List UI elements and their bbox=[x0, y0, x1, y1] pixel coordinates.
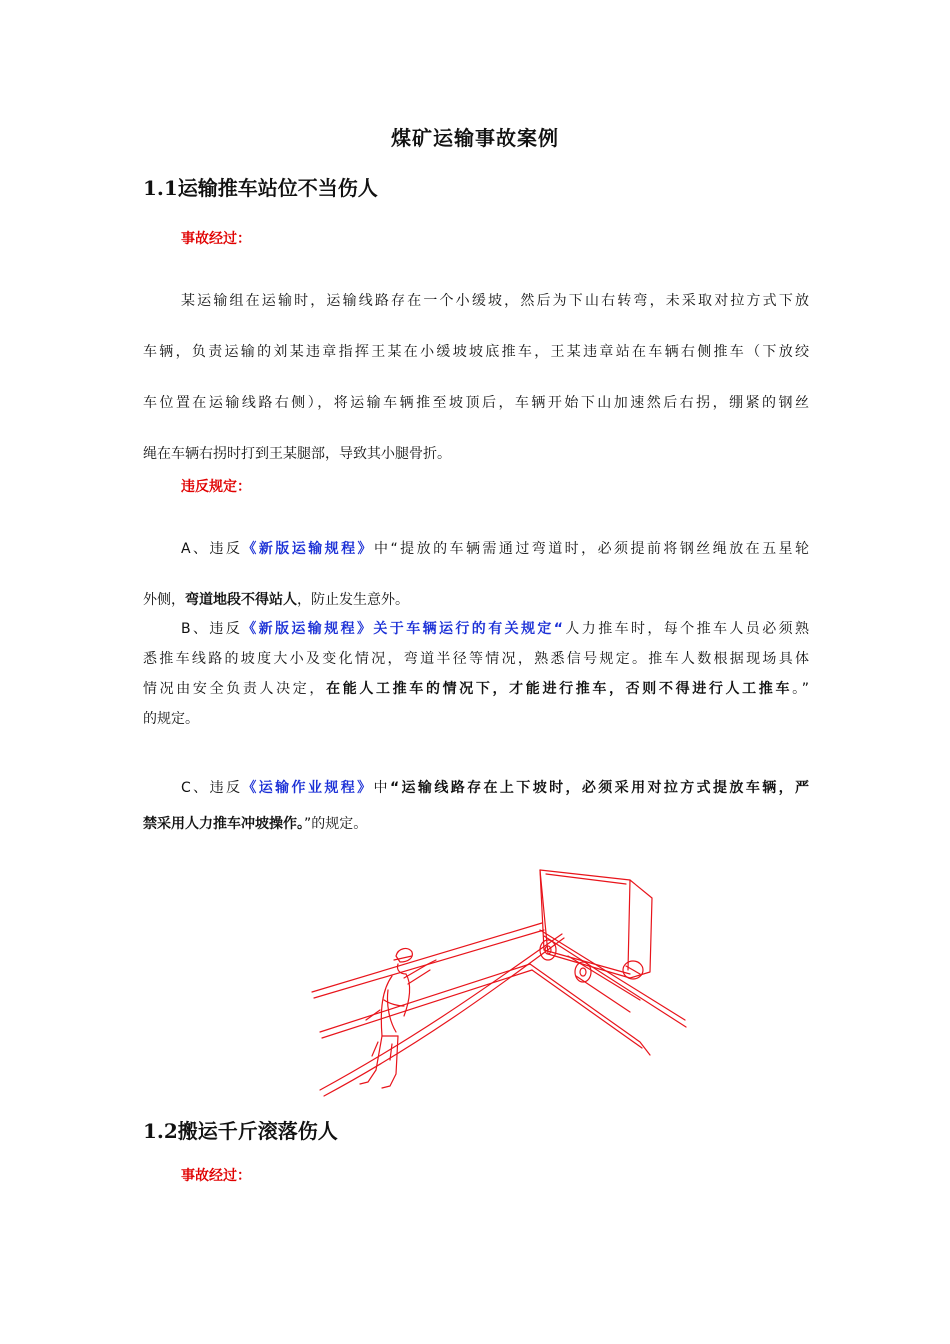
paragraph-line: 绳在车辆右拐时打到王某腿部，导致其小腿骨折。 bbox=[143, 446, 451, 462]
section-number: 1.1 bbox=[143, 176, 178, 200]
clause-text: 情况由安全负责人决定， bbox=[143, 681, 327, 697]
clause-prefix: A、违反 bbox=[181, 541, 243, 557]
regulation-reference: 《新版运输规程》关于车辆运行的有关规定“ bbox=[242, 621, 563, 637]
clause-prefix: B、违反 bbox=[181, 621, 243, 637]
paragraph-line bbox=[143, 614, 809, 644]
paragraph-line: 车位置在运输线路右侧），将运输车辆推至坡顶后，车辆开始下山加速然后右拐，绷紧的钢丝 bbox=[143, 395, 809, 411]
emphasis-text: 弯道地段不得站人 bbox=[185, 592, 297, 608]
clause-text: ，防止发生意外。 bbox=[297, 592, 409, 608]
emphasis-text: 在能人工推车的情况下，才能进行推车，否则不得进行人工推车 bbox=[326, 681, 793, 697]
clause-text: ”的规定。 bbox=[304, 816, 368, 832]
section-number: 1.2 bbox=[143, 1119, 178, 1143]
mine-cart-pushing-icon bbox=[300, 860, 700, 1118]
paragraph-line: 某运输组在运输时，运输线路存在一个小缓坡，然后为下山右转弯，未采取对拉方式下放 bbox=[181, 293, 809, 309]
clause-text: 。” bbox=[792, 681, 809, 697]
mine-cart-illustration bbox=[300, 860, 700, 1118]
paragraph-line bbox=[143, 524, 809, 575]
clause-prefix: C、违反 bbox=[181, 780, 243, 796]
document-title: 煤矿运输事故案例 bbox=[391, 126, 559, 150]
paragraph-line bbox=[143, 806, 809, 842]
violation-label: 违反规定： bbox=[181, 479, 251, 495]
accident-paragraph bbox=[143, 276, 809, 480]
emphasis-text: “运输线路存在上下坡时，必须采用对拉方式提放车辆，严 bbox=[389, 780, 810, 796]
paragraph-line bbox=[143, 770, 809, 806]
accident-label-2: 事故经过： bbox=[181, 1168, 251, 1184]
violation-b-paragraph bbox=[143, 614, 809, 734]
paragraph-line: 悉推车线路的坡度大小及变化情况，弯道半径等情况，熟悉信号规定。推车人数根据现场具体 bbox=[143, 651, 809, 667]
regulation-reference: 《运输作业规程》 bbox=[242, 780, 374, 796]
clause-text: 中“提放的车辆需通过弯道时，必须提前将钢丝绳放在五星轮 bbox=[374, 541, 810, 557]
section-title: 运输推车站位不当伤人 bbox=[177, 176, 378, 200]
section-heading-1-2 bbox=[143, 1115, 338, 1144]
violation-c-paragraph bbox=[143, 770, 809, 842]
clause-text: 中 bbox=[373, 780, 390, 796]
clause-text: 人力推车时，每个推车人员必须熟 bbox=[563, 621, 809, 637]
emphasis-text: 禁采用人力推车冲坡操作。 bbox=[143, 816, 304, 832]
accident-label: 事故经过： bbox=[181, 231, 251, 247]
paragraph-line: 车辆，负责运输的刘某违章指挥王某在小缓坡坡底推车，王某违章站在车辆右侧推车（下放绞 bbox=[143, 344, 809, 360]
section-heading-1-1 bbox=[143, 172, 378, 201]
section-title: 搬运千斤滚落伤人 bbox=[177, 1119, 338, 1143]
paragraph-line: 的规定。 bbox=[143, 711, 199, 727]
regulation-reference: 《新版运输规程》 bbox=[242, 541, 375, 557]
clause-text: 外侧， bbox=[143, 592, 185, 608]
paragraph-line bbox=[143, 674, 809, 704]
violation-a-paragraph bbox=[143, 524, 809, 626]
